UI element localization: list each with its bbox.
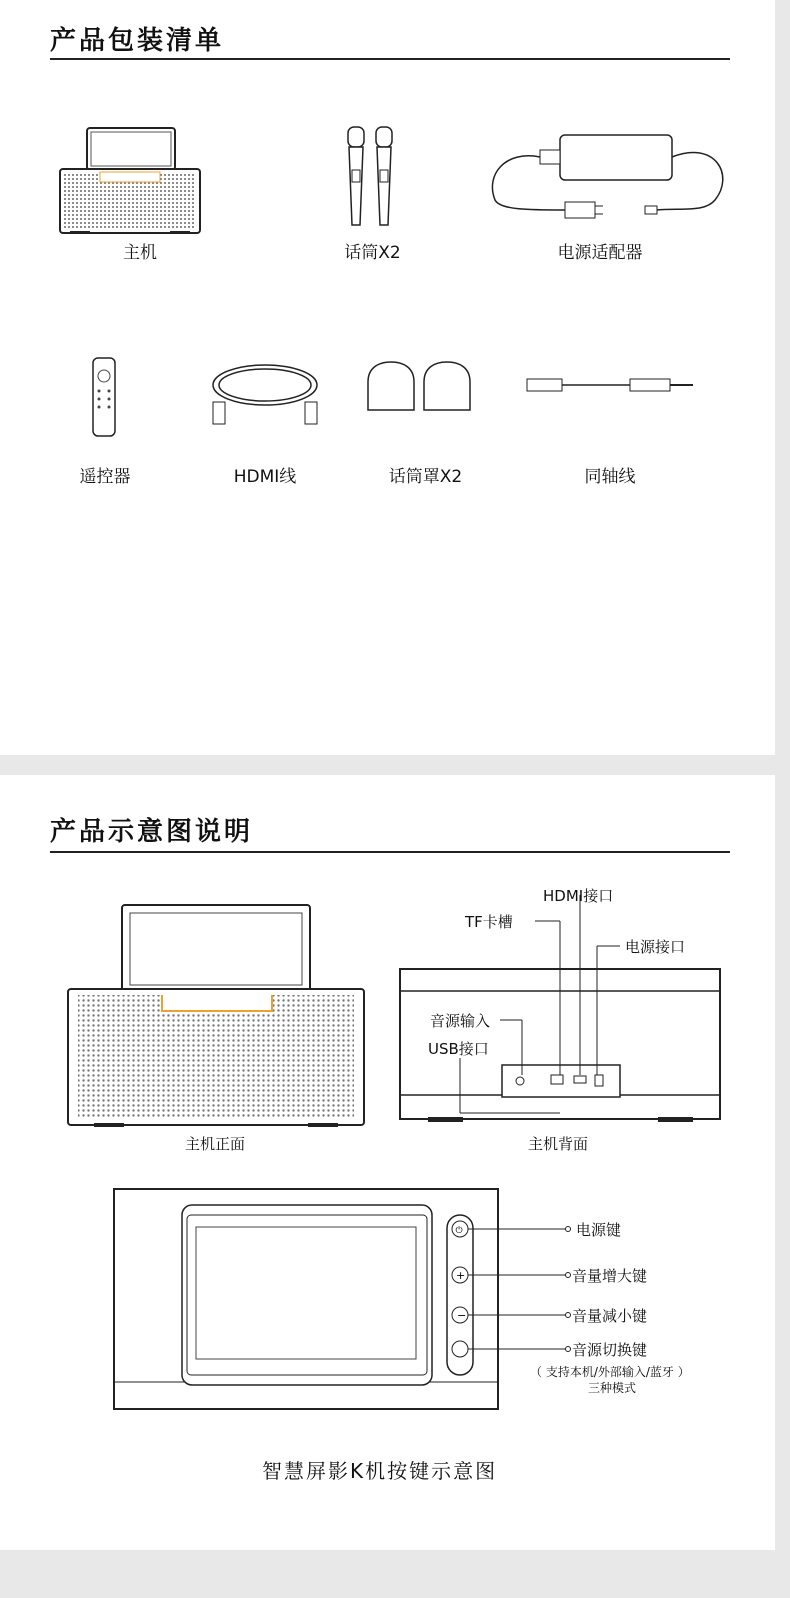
item-label-mic-cover: 话筒罩X2 <box>388 467 463 487</box>
svg-text:+: + <box>456 1269 466 1282</box>
power-button-label: 电源键 <box>576 1221 622 1239</box>
item-label-remote: 遥控器 <box>79 467 131 487</box>
usb-port-label: USB接口 <box>428 1040 489 1058</box>
source-button-note-2: 三种模式 <box>588 1381 637 1395</box>
item-label-main-unit: 主机 <box>123 243 157 263</box>
volume-up-button-label: 音量增大键 <box>572 1267 648 1285</box>
source-button-note: （ 支持本机/外部输入/蓝牙 ） <box>530 1365 690 1379</box>
microphone-image <box>343 125 403 235</box>
back-view-caption: 主机背面 <box>528 1135 589 1153</box>
item-label-microphone: 话筒X2 <box>344 243 401 263</box>
power-adapter-image <box>485 130 735 225</box>
source-button-label: 音源切换键 <box>572 1341 648 1359</box>
item-label-hdmi-cable: HDMI线 <box>233 467 297 487</box>
packing-list-title: 产品包装清单 <box>50 26 225 56</box>
volume-down-button-label: 音量减小键 <box>572 1307 648 1325</box>
diagram-panel <box>0 775 775 1550</box>
coaxial-cable-image <box>525 375 700 395</box>
diagram-section-title: 产品示意图说明 <box>50 817 254 847</box>
mic-cover-image <box>366 360 481 412</box>
hdmi-port-label: HDMI接口 <box>543 887 614 905</box>
power-port-label: 电源接口 <box>625 938 686 956</box>
item-label-power-adapter: 电源适配器 <box>557 243 643 263</box>
title-divider <box>50 58 730 60</box>
main-unit-image <box>55 125 205 240</box>
audio-input-label: 音源输入 <box>430 1012 491 1030</box>
svg-text:⏻: ⏻ <box>455 1226 463 1236</box>
packing-list-panel <box>0 0 775 755</box>
front-view-caption: 主机正面 <box>185 1135 246 1153</box>
hdmi-cable-image <box>205 360 325 435</box>
item-label-coaxial-cable: 同轴线 <box>584 467 636 487</box>
button-diagram-title: 智慧屏影K机按键示意图 <box>262 1459 498 1483</box>
remote-control-image <box>91 356 119 438</box>
tf-slot-label: TF卡槽 <box>465 913 513 931</box>
button-leader-lines <box>0 775 775 1375</box>
svg-text:−: − <box>457 1309 467 1322</box>
